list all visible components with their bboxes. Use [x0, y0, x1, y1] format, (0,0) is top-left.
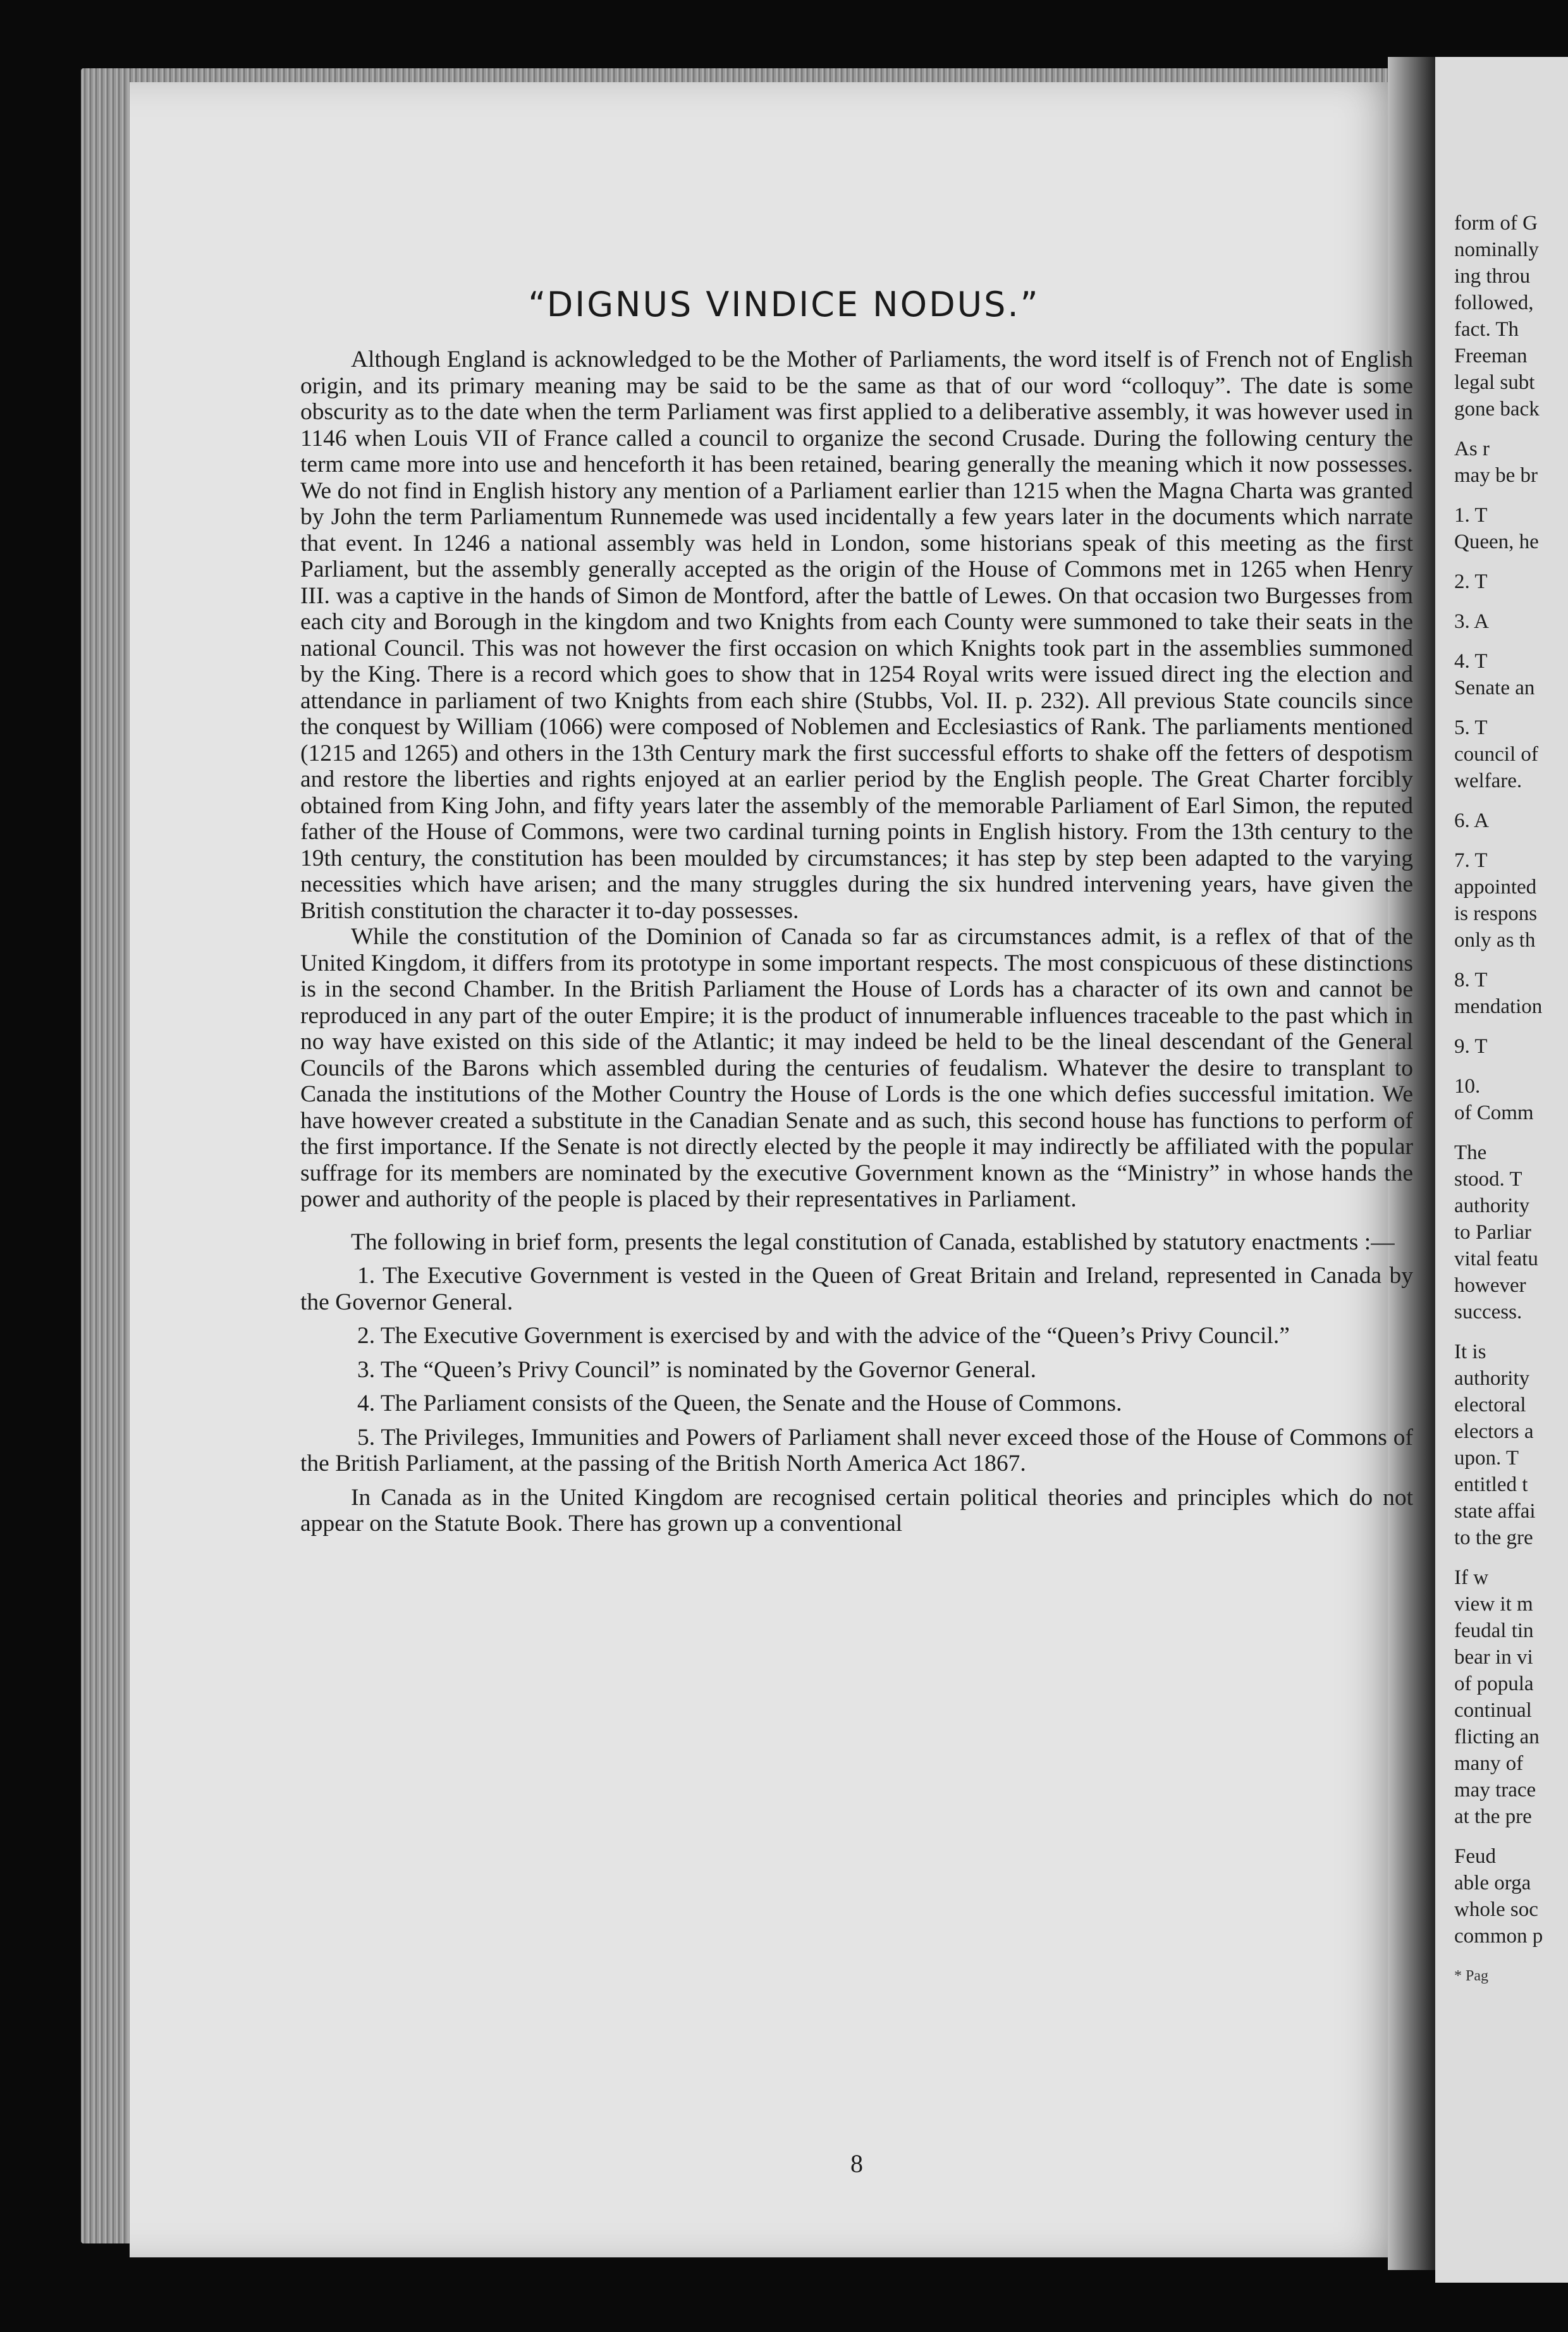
right-page-line: whole soc	[1454, 1898, 1538, 1921]
right-page-line: 1. T	[1454, 504, 1488, 527]
list-item-4: 4. The Parliament consists of the Queen, the Senate and the House of Commons.	[357, 1390, 1122, 1416]
right-page-line: 3. A	[1454, 610, 1490, 633]
right-page-line: It is	[1454, 1341, 1486, 1363]
right-page-line: stood. T	[1454, 1168, 1522, 1191]
right-page-line: however	[1454, 1274, 1526, 1297]
right-page-line: followed,	[1454, 292, 1534, 314]
right-page-line: only as th	[1454, 929, 1536, 952]
right-page-line: 7. T	[1454, 849, 1488, 872]
right-page-line: ing throu	[1454, 265, 1531, 288]
right-page	[1435, 57, 1568, 2283]
right-page-line: 9. T	[1454, 1035, 1488, 1058]
right-page-line: bear in vi	[1454, 1646, 1533, 1669]
paragraph-1: Although England is acknowledged to be the Mother of Parliaments, the word itself is of French not of English origin, and its primary meaning may be said to be the same as that of our word “colloquy”. The date is some obscurity as to the date when the term Parliament was first applied to a deliberative assembly, it was however used in 1146 when Louis VII of France called a council to organize the second Crusade. During the following century the term came more into use and henceforth it has been retained, bearing generally the meaning which it now possesses. We do not find in English history any mention of a Parliament earlier than 1215 when the Magna Charta was granted by John the term Parliamentum Runnemede was used incidentally a few years later in the documents which narrate that event. In 1246 a national assembly was held in London, some historians speak of this meeting as the first Parliament, but the assembly generally accepted as the origin of the House of Commons met in 1265 when Henry III. was a captive in the hands of Simon de Montford, after the battle of Lewes. On that occasion two Burgesses from each city and Borough in the kingdom and two Knights from each County were summoned to take their seats in the national Council. This was not however the first occasion on which Knights took part in the assemblies summoned by the King. There is a record which goes to show that in 1254 Royal writs were issued direct ing the election and attendance in parliament of two Knights from each shire (Stubbs, Vol. II. p. 232). All previous State councils since the conquest by William (1066) were composed of Noblemen and Ecclesiastics of Rank. The parliaments mentioned (1215 and 1265) and others in the 13th Century mark the first successful efforts to shake off the fetters of despotism and restore the liberties and rights enjoyed at an earlier period by the English people. The Great Charter forcibly obtained from King John, and fifty years later the assembly of the memorable Parliament of Earl Simon, the reputed father of the House of Commons, were two cardinal turning points in English history. From the 13th century to the 19th century, the constitution has been moulded by circumstances; it has step by step been adapted to the varying necessities which have arisen; and the many struggles during the six hundred intervening years, have given the British constitution the character it to-day possesses.	[300, 347, 1413, 924]
right-page-line: common p	[1454, 1925, 1543, 1948]
list-item-5: 5. The Privileges, Immunities and Powers of Parliament shall never exceed those of the House of Commons of the British Parliament, at the passing of the British North America Act 1867.	[300, 1424, 1413, 1476]
right-page-line: feudal tin	[1454, 1619, 1534, 1642]
list-item-1: 1. The Executive Government is vested in the Queen of Great Britain and Ireland, represented in Canada by the Governor General.	[300, 1263, 1413, 1315]
right-page-line: form of G	[1454, 212, 1538, 235]
right-page-line: may be br	[1454, 464, 1538, 487]
right-page-line: 4. T	[1454, 650, 1488, 673]
right-page-line: view it m	[1454, 1593, 1533, 1616]
paragraph-3: The following in brief form, presents the legal constitution of Canada, established by statutory enactments :—	[351, 1229, 1395, 1255]
right-page-line: flicting an	[1454, 1726, 1540, 1748]
right-page-line: at the pre	[1454, 1805, 1532, 1828]
right-page-line: appointed	[1454, 876, 1537, 899]
right-page-line: of popula	[1454, 1672, 1534, 1695]
right-page-line: authority	[1454, 1367, 1530, 1390]
right-page-line: Senate an	[1454, 677, 1535, 699]
right-page-line: of Comm	[1454, 1102, 1534, 1124]
list-item-2: 2. The Executive Government is exercised by and with the advice of the “Queen’s Privy Council.”	[357, 1323, 1290, 1349]
right-page-line: is respons	[1454, 902, 1538, 925]
right-page-line: many of	[1454, 1752, 1524, 1775]
right-page-line: entitled t	[1454, 1473, 1528, 1496]
right-page-line: nominally	[1454, 238, 1539, 261]
right-page-line: mendation	[1454, 995, 1543, 1018]
right-page-line: may trace	[1454, 1779, 1536, 1801]
closing-paragraph: In Canada as in the United Kingdom are recognised certain political theories and principles which do not appear on the Statute Book. There has grown up a conventional	[300, 1484, 1413, 1537]
right-page-text	[1454, 210, 1568, 1989]
right-page-line: Queen, he	[1454, 531, 1539, 553]
page-title: “DIGNUS VINDICE NODUS.”	[528, 285, 1040, 324]
right-page-line: success.	[1454, 1301, 1522, 1323]
right-page-line: welfare.	[1454, 770, 1522, 792]
right-page-line: Freeman	[1454, 345, 1528, 367]
right-page-line: 5. T	[1454, 716, 1488, 739]
right-page-line: able orga	[1454, 1872, 1531, 1894]
page-number: 8	[850, 2149, 863, 2178]
right-page-line: to the gre	[1454, 1526, 1533, 1549]
list-item-3: 3. The “Queen’s Privy Council” is nominated by the Governor General.	[357, 1356, 1037, 1383]
right-page-line: * Pag	[1454, 1968, 1488, 1984]
right-page-line: electors a	[1454, 1420, 1534, 1443]
right-page-line: If w	[1454, 1566, 1489, 1589]
right-page-line: upon. T	[1454, 1447, 1519, 1470]
right-page-line: Feud	[1454, 1845, 1496, 1868]
right-page-line: As r	[1454, 438, 1490, 460]
right-page-line: authority	[1454, 1194, 1530, 1217]
article-body	[300, 347, 1413, 1537]
right-page-line: gone back	[1454, 398, 1540, 420]
right-page-line: 10.	[1454, 1075, 1481, 1098]
right-page-line: council of	[1454, 743, 1538, 766]
right-page-line: The	[1454, 1141, 1487, 1164]
right-page-line: continual	[1454, 1699, 1532, 1722]
right-page-line: 2. T	[1454, 570, 1488, 593]
right-page-line: to Parliar	[1454, 1221, 1531, 1244]
right-page-line: 8. T	[1454, 969, 1488, 991]
right-page-line: vital featu	[1454, 1248, 1538, 1270]
paragraph-2: While the constitution of the Dominion of Canada so far as circumstances admit, is a reflex of that of the United Kingdom, it differs from its prototype in some important respects. The most conspicuous of these distinctions is in the second Chamber. In the British Parliament the House of Lords has a character of its own and cannot be reproduced in any part of the outer Empire; it is the product of innumerable influences traceable to the past which in no way have existed on this side of the Atlantic; it may indeed be held to be the lineal descendant of the General Councils of the Barons which assembled during the centuries of feudalism. Whatever the desire to transplant to Canada the institutions of the Mother Country the House of Lords is the one which defies successful imitation. We have however created a substitute in the Canadian Senate and as such, this second house has functions to perform of the first importance. If the Senate is not directly elected by the people it may indirectly be affiliated with the popular suffrage for its members are nominated by the executive Government known as the “Ministry” in whose hands the power and authority of the people is placed by their representatives in Parliament.	[300, 924, 1413, 1212]
right-page-line: electoral	[1454, 1394, 1526, 1416]
right-page-line: state affai	[1454, 1500, 1536, 1523]
right-page-line: 6. A	[1454, 809, 1490, 832]
right-page-line: fact. Th	[1454, 318, 1519, 341]
right-page-line: legal subt	[1454, 371, 1535, 394]
